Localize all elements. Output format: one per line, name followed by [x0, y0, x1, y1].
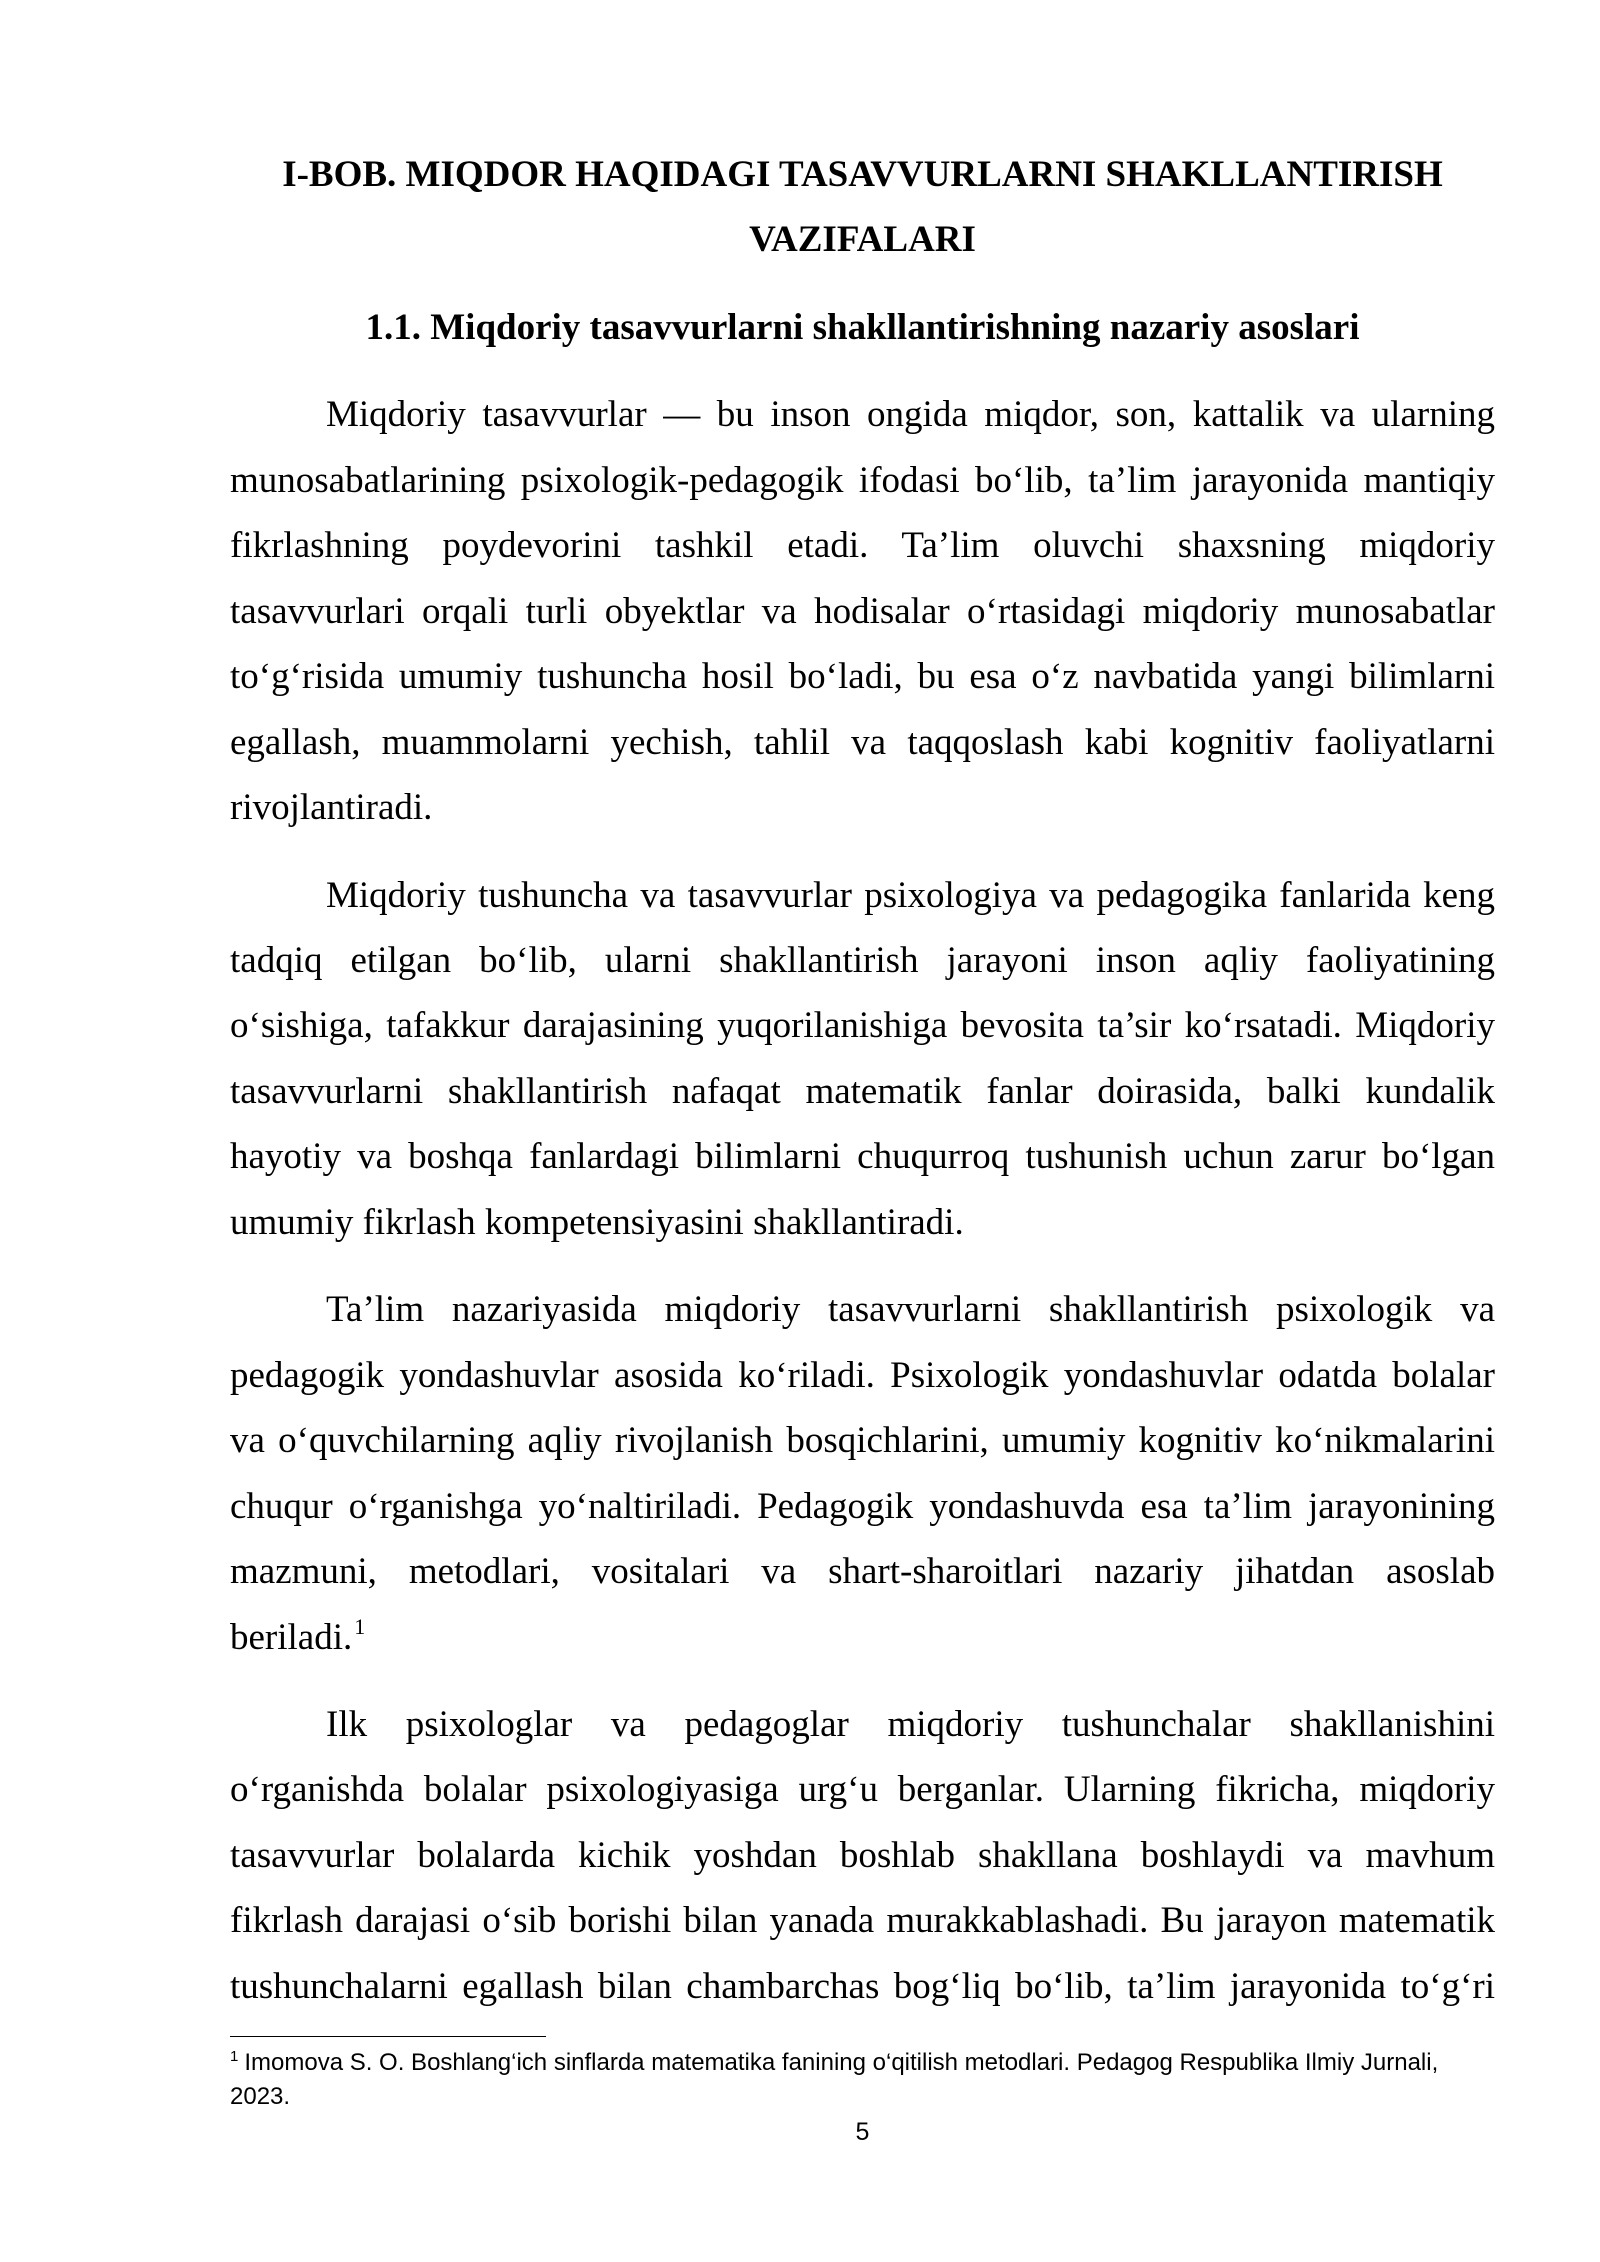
section-title: 1.1. Miqdoriy tasavvurlarni shakllantirishning nazariy asoslari [365, 306, 1360, 348]
paragraph-line: chuqur o‘rganishga yo‘naltiriladi. Pedagogik yondashuvda esa ta’lim jarayonining [230, 1485, 1495, 1527]
paragraph-line: o‘sishiga, tafakkur darajasining yuqorilanishiga bevosita ta’sir ko‘rsatadi. Miqdoriy [230, 1005, 1495, 1047]
footnote-line: 2023. [230, 2082, 291, 2110]
paragraph [230, 1277, 1495, 1670]
chapter-title-line: I-BOB. MIQDOR HAQIDAGI TASAVVURLARNI SHAKLLANTIRISH [282, 154, 1443, 195]
paragraph-line: mazmuni, metodlari, vositalari va shart-sharoitlari nazariy jihatdan asoslab [230, 1551, 1495, 1593]
footnote-separator [230, 2036, 546, 2037]
paragraph-line: rivojlantiradi. [230, 787, 433, 829]
paragraph [230, 863, 1495, 1256]
paragraph-line: Miqdoriy tasavvurlar — bu inson ongida miqdor, son, kattalik va ularning [326, 394, 1495, 436]
footnote-reference: 1 [354, 1613, 366, 1639]
paragraph-line: Ta’lim nazariyasida miqdoriy tasavvurlarni shakllantirish psixologik va [326, 1289, 1495, 1331]
page-number: 5 [855, 2118, 870, 2146]
paragraph-line: o‘rganishda bolalar psixologiyasiga urg‘u berganlar. Ularning fikricha, miqdoriy [230, 1769, 1495, 1811]
chapter-title [230, 142, 1495, 273]
paragraph-line-text: beriladi. [230, 1616, 353, 1658]
paragraph-line: va o‘quvchilarning aqliy rivojlanish bosqichlarini, umumiy kognitiv ko‘nikmalarini [230, 1420, 1495, 1462]
footnote [230, 2046, 1495, 2113]
paragraph-line: umumiy fikrlash kompetensiyasini shakllantiradi. [230, 1201, 964, 1243]
paragraph-line: egallash, muammolarni yechish, tahlil va taqqoslash kabi kognitiv faoliyatlarni [230, 721, 1495, 763]
paragraph-line [230, 1605, 1495, 1670]
paragraph-line: fikrlash darajasi o‘sib borishi bilan yanada murakkablashadi. Bu jarayon matematik [230, 1900, 1495, 1942]
paragraph-line: fikrlashning poydevorini tashkil etadi. Ta’lim oluvchi shaxsning miqdoriy [230, 525, 1495, 567]
paragraph-line: tushunchalarni egallash bilan chambarchas bog‘liq bo‘lib, ta’lim jarayonida to‘g‘ri [230, 1965, 1495, 2007]
paragraph [230, 1692, 1495, 2019]
paragraph-line: tadqiq etilgan bo‘lib, ularni shakllantirish jarayoni inson aqliy faoliyatining [230, 939, 1495, 981]
paragraph-line: to‘g‘risida umumiy tushuncha hosil bo‘ladi, bu esa o‘z navbatida yangi bilimlarni [230, 656, 1495, 698]
footnote-line [230, 2046, 1495, 2080]
paragraph-line: hayotiy va boshqa fanlardagi bilimlarni chuqurroq tushunish uchun zarur bo‘lgan [230, 1136, 1495, 1178]
paragraph-line: munosabatlarining psixologik-pedagogik ifodasi bo‘lib, ta’lim jarayonida mantiqiy [230, 459, 1495, 501]
paragraph-line: Ilk psixologlar va pedagoglar miqdoriy tushunchalar shakllanishini [326, 1703, 1495, 1745]
body-text [230, 142, 1495, 2041]
paragraph-line: tasavvurlar bolalarda kichik yoshdan boshlab shakllana boshlaydi va mavhum [230, 1834, 1495, 1876]
paragraph-line: Miqdoriy tushuncha va tasavvurlar psixologiya va pedagogika fanlarida keng [326, 874, 1495, 916]
footnote-marker: 1 [230, 2048, 239, 2065]
paragraph-line: pedagogik yondashuvlar asosida ko‘riladi. Psixologik yondashuvlar odatda bolalar [230, 1354, 1495, 1396]
chapter-title-line: VAZIFALARI [749, 219, 976, 261]
paragraph-line: tasavvurlari orqali turli obyektlar va hodisalar o‘rtasidagi miqdoriy munosabatlar [230, 590, 1495, 632]
paragraph-line: tasavvurlarni shakllantirish nafaqat matematik fanlar doirasida, balki kundalik [230, 1070, 1495, 1112]
footnote-text: Imomova S. O. Boshlang‘ich sinflarda matematika fanining o‘qitilish metodlari. Pedagog Respublika Ilmiy Jurnali, [244, 2049, 1439, 2076]
paragraph [230, 382, 1495, 840]
